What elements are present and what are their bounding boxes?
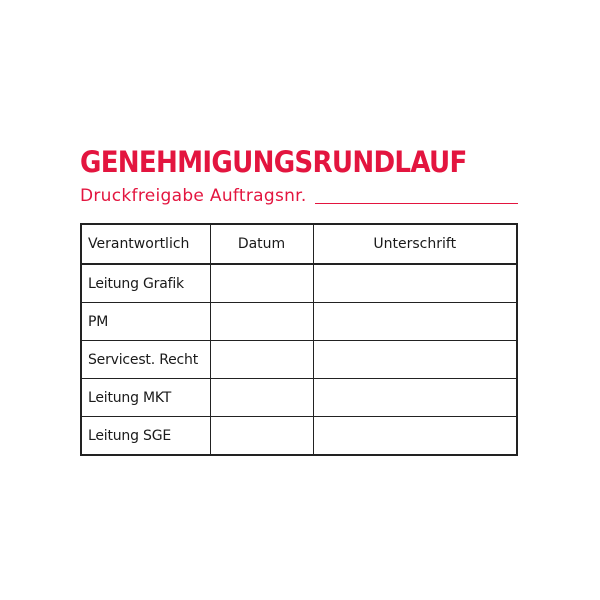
role-cell: PM xyxy=(82,303,210,341)
date-cell[interactable] xyxy=(210,417,313,455)
order-number-row xyxy=(80,182,518,206)
header-signature: Unterschrift xyxy=(313,225,516,264)
signature-cell[interactable] xyxy=(313,379,516,417)
table-row xyxy=(82,379,516,417)
date-cell[interactable] xyxy=(210,341,313,379)
role-cell: Leitung SGE xyxy=(82,417,210,455)
approval-table xyxy=(80,223,518,456)
table-row xyxy=(82,341,516,379)
role-cell: Servicest. Recht xyxy=(82,341,210,379)
signature-cell[interactable] xyxy=(313,264,516,303)
table-row xyxy=(82,303,516,341)
date-cell[interactable] xyxy=(210,303,313,341)
date-cell[interactable] xyxy=(210,379,313,417)
form-title: GENEHMIGUNGSRUNDLAUF xyxy=(80,145,467,179)
table-header-row xyxy=(82,225,516,264)
table-row xyxy=(82,417,516,455)
date-cell[interactable] xyxy=(210,264,313,303)
signature-cell[interactable] xyxy=(313,417,516,455)
signature-cell[interactable] xyxy=(313,303,516,341)
header-responsible: Verantwortlich xyxy=(82,225,210,264)
order-number-blank-line[interactable] xyxy=(315,202,518,204)
order-number-label: Druckfreigabe Auftragsnr. xyxy=(80,186,307,206)
approval-stamp xyxy=(80,146,518,456)
role-cell: Leitung Grafik xyxy=(82,264,210,303)
table-row xyxy=(82,264,516,303)
role-cell: Leitung MKT xyxy=(82,379,210,417)
header-date: Datum xyxy=(210,225,313,264)
signature-cell[interactable] xyxy=(313,341,516,379)
